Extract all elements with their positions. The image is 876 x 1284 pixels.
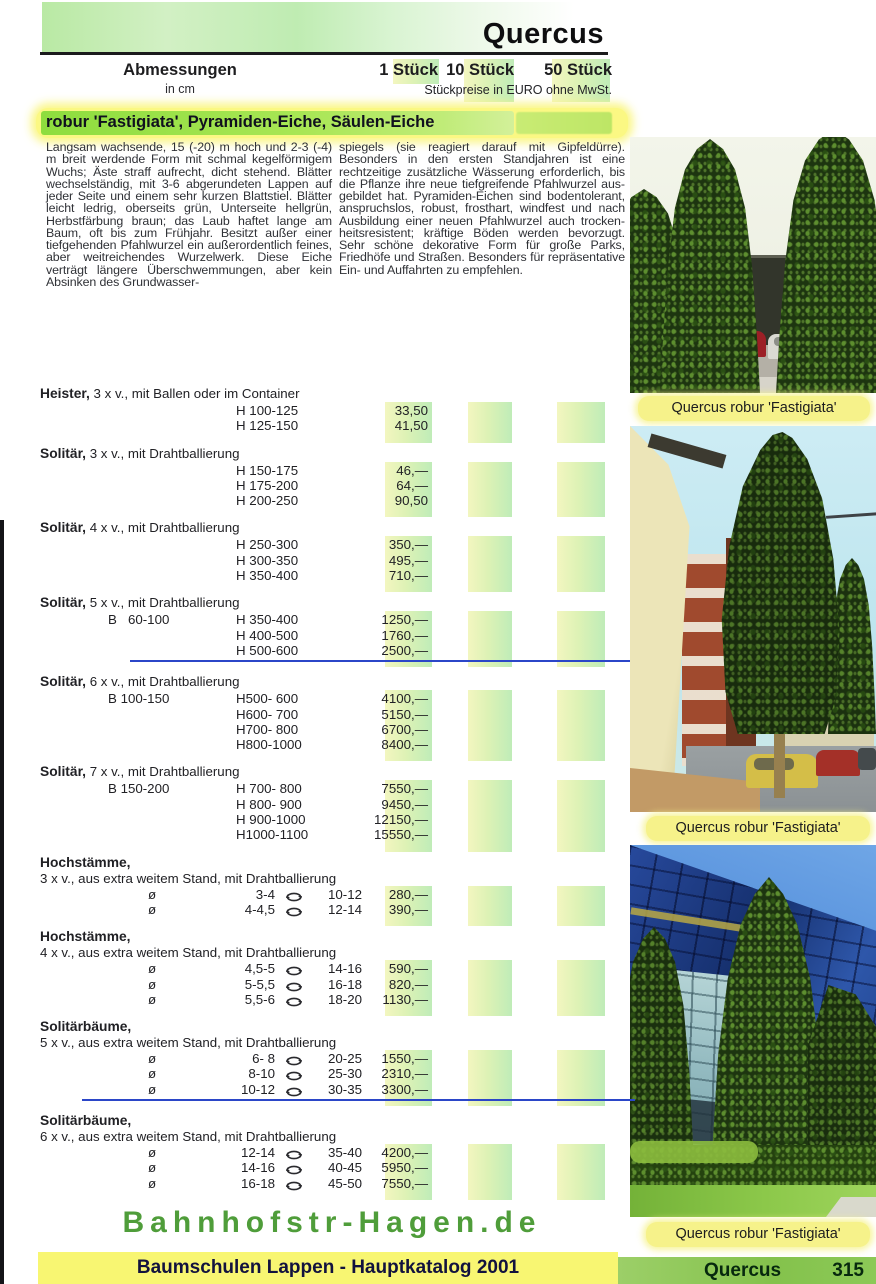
price-section [40,386,625,434]
height-range: H 200-250 [236,493,299,509]
unit-price: 90,50 [394,493,428,509]
girth-range: 14-16 [328,961,363,977]
price-rows [40,781,625,842]
price-row [40,691,625,706]
diameter-range: 5,5-6 [244,991,275,1007]
unit-price: 46,— [396,462,428,478]
description-column-2: spiegels (sie reagiert darauf mit Gipfeldürre). Besonders in den ersten Standjahren ist eine rechtzeitige zusätzliche Wässerung erforderlich, bis die Pflanze ihre neue tiefgreifende Pfahlwurzel ausgebildet hat. Pyramiden-Eichen sind bodentolerant, anspruchslos, robust, frosthart, windfest und nach Ausbildung einer neuen Pfahlwurzel auch trockenheitsresistent; kräftige Böden werden bevorzugt. Sehr schöne dekorative Form für große Parks, Friedhöfe und Straßen. Besonders für repräsentative Ein- und Auffahrten zu empfehlen. [339,140,625,277]
diameter-symbol: ø [148,1145,157,1161]
page-title: Quercus [482,18,604,50]
height-range: H700- 800 [236,721,299,737]
girth-range: 35-40 [328,1145,363,1161]
height-range: H 300-350 [236,552,299,568]
diameter-range: 14-16 [240,1160,275,1176]
unit-price: 710,— [388,568,428,584]
section-spec: 6 x v., mit Drahtballierung [86,674,240,690]
column-header-qty1: 1 Stück [379,61,438,79]
price-rows [40,1145,625,1191]
section-spec: 3 x v., mit Drahtballierung [86,445,240,461]
girth-range: 16-18 [328,976,363,992]
price-section [40,446,625,509]
price-row [40,827,625,842]
cultivar-title: robur 'Fastigiata', Pyramiden-Eiche, Säulen-Eiche [46,113,435,131]
unit-price: 5150,— [381,706,428,722]
price-row [40,403,625,418]
unit-price: 4200,— [381,1145,428,1161]
section-name: Solitärbäume, [40,1113,132,1129]
price-row [40,493,625,508]
price-row [40,1160,625,1175]
price-row [40,797,625,812]
price-row [40,478,625,493]
unit-price: 350,— [388,537,428,553]
price-row [40,887,625,902]
price-row [40,1051,625,1066]
circumference-icon [286,964,302,974]
section-spec: 5 x v., mit Drahtballierung [86,595,240,611]
handwritten-underline [82,1099,635,1101]
diameter-symbol: ø [148,961,157,977]
height-range: H600- 700 [236,706,299,722]
diameter-range: 3-4 [255,886,275,902]
section-name: Solitär, [40,445,87,461]
photo-caption-2: Quercus robur 'Fastigiata' [646,816,870,841]
price-row [40,902,625,917]
price-section [40,1019,625,1101]
photo-caption-1: Quercus robur 'Fastigiata' [638,396,870,421]
cultivar-band-artifact [516,112,612,134]
section-name: Hochstämme, [40,929,131,945]
section-header [40,674,625,691]
unit-price: 7550,— [381,1175,428,1191]
height-range: H 250-300 [236,537,299,553]
unit-price: 3300,— [381,1081,428,1097]
price-row [40,1066,625,1081]
circumference-icon [286,1179,302,1189]
diameter-symbol: ø [148,1081,157,1097]
unit-price: 2500,— [381,642,428,658]
section-header [40,520,625,537]
diameter-range: 4-4,5 [244,901,275,917]
height-range: H 350-400 [236,612,299,628]
girth-range: 25-30 [328,1066,363,1082]
diameter-range: 12-14 [240,1145,275,1161]
page-footer-band [618,1257,876,1284]
section-header [40,855,625,872]
section-name: Heister, [40,386,90,401]
section-header [40,929,625,946]
girth-range: 40-45 [328,1160,363,1176]
unit-price: 1550,— [381,1051,428,1067]
price-rows [40,612,625,658]
circumference-icon [286,1069,302,1079]
unit-price: 15550,— [374,827,428,843]
unit-price: 6700,— [381,721,428,737]
section-name: Solitär, [40,674,87,690]
section-header [40,764,625,781]
circumference-icon [286,995,302,1005]
section-spec: 4 x v., mit Drahtballierung [86,520,240,536]
price-row [40,537,625,552]
price-section [40,520,625,583]
section-header [40,1019,625,1036]
photo-glass-building-trees [630,845,876,1217]
unit-price: 41,50 [394,418,428,434]
diameter-symbol: ø [148,901,157,917]
circumference-icon [286,1163,302,1173]
section-header [40,595,625,612]
dimensions-unit: in cm [165,82,195,96]
price-row [40,781,625,796]
section-subheader: 4 x v., aus extra weitem Stand, mit Drahtballierung [40,945,337,961]
footer-page-number: 315 [832,1259,864,1281]
price-section [40,674,625,752]
diameter-range: 6- 8 [252,1051,275,1067]
girth-range: 18-20 [328,991,363,1007]
price-row [40,737,625,752]
section-subheader: 3 x v., aus extra weitem Stand, mit Drahtballierung [40,870,337,886]
price-rows [40,691,625,752]
width-range: B 100-150 [108,691,170,707]
price-note: Stückpreise in EURO ohne MwSt. [424,83,612,97]
unit-price: 2310,— [381,1066,428,1082]
section-name: Solitär, [40,595,87,611]
height-range: H 500-600 [236,642,299,658]
unit-price: 64,— [396,477,428,493]
unit-price: 33,50 [394,403,428,418]
diameter-symbol: ø [148,976,157,992]
price-row [40,643,625,658]
section-name: Solitär, [40,764,87,780]
height-range: H 900-1000 [236,812,306,828]
height-range: H 150-175 [236,462,299,478]
price-row [40,707,625,722]
diameter-symbol: ø [148,886,157,902]
height-range: H 700- 800 [236,781,302,797]
price-row [40,418,625,433]
circumference-icon [286,1085,302,1095]
height-range: H800-1000 [236,737,302,753]
red-car [816,750,860,776]
price-rows [40,887,625,918]
photo-street-trees-1 [630,137,876,393]
unit-price: 12150,— [374,812,428,828]
diameter-range: 4,5-5 [244,961,275,977]
unit-price: 280,— [388,886,428,902]
price-row [40,977,625,992]
price-rows [40,537,625,583]
price-row [40,612,625,627]
height-range: H 125-150 [236,418,299,434]
girth-range: 12-14 [328,901,363,917]
price-row [40,722,625,737]
price-row [40,812,625,827]
circumference-icon [286,890,302,900]
photo-street-trees-2 [630,426,876,812]
diameter-range: 10-12 [240,1081,275,1097]
height-range: H 350-400 [236,568,299,584]
price-row [40,463,625,478]
price-row [40,961,625,976]
price-section [40,764,625,842]
photo-caption-3: Quercus robur 'Fastigiata' [646,1222,870,1247]
unit-price: 9450,— [381,796,428,812]
website-url: Bahnhofstr-Hagen.de [122,1206,542,1239]
price-row [40,1082,625,1097]
price-section [40,855,625,918]
footer-genus: Quercus [704,1259,782,1281]
unit-price: 495,— [388,552,428,568]
section-header [40,386,625,403]
price-section [40,929,625,1007]
price-rows [40,463,625,509]
unit-price: 390,— [388,901,428,917]
unit-price: 7550,— [381,781,428,797]
diameter-symbol: ø [148,1175,157,1191]
height-range: H1000-1100 [236,827,309,843]
dark-car [858,748,876,770]
price-sections [40,386,625,1203]
girth-range: 30-35 [328,1081,363,1097]
width-range: B 60-100 [108,612,170,628]
header-rule [40,52,608,55]
diameter-symbol: ø [148,1160,157,1176]
column-header-qty10: 10 Stück [446,61,514,79]
circumference-icon [286,1054,302,1064]
diameter-symbol: ø [148,1066,157,1082]
diameter-symbol: ø [148,991,157,1007]
diameter-range: 5-5,5 [244,976,275,992]
height-range: H500- 600 [236,691,299,707]
section-spec: 3 x v., mit Ballen oder im Container [89,386,300,401]
width-range: B 150-200 [108,781,170,797]
girth-range: 20-25 [328,1051,363,1067]
girth-range: 10-12 [328,886,363,902]
catalog-title-band [38,1252,618,1284]
price-rows [40,961,625,1007]
price-row [40,1145,625,1160]
unit-price: 590,— [388,961,428,977]
price-row [40,992,625,1007]
diameter-range: 8-10 [248,1066,275,1082]
unit-price: 8400,— [381,737,428,753]
circumference-icon [286,905,302,915]
unit-price: 820,— [388,976,428,992]
height-range: H 175-200 [236,477,299,493]
section-subheader: 5 x v., aus extra weitem Stand, mit Drahtballierung [40,1035,337,1051]
girth-range: 45-50 [328,1175,363,1191]
section-name: Solitärbäume, [40,1019,132,1035]
column-header-qty50: 50 Stück [544,61,612,79]
hedge-highlight [630,1141,758,1163]
section-name: Solitär, [40,520,87,536]
diameter-range: 16-18 [240,1175,275,1191]
section-subheader: 6 x v., aus extra weitem Stand, mit Drahtballierung [40,1129,337,1145]
unit-price: 1130,— [382,991,428,1007]
price-section [40,595,625,662]
unit-price: 5950,— [381,1160,428,1176]
price-row [40,568,625,583]
scan-edge-shadow [0,520,4,1284]
price-section [40,1113,625,1191]
unit-price: 4100,— [381,691,428,707]
price-row [40,553,625,568]
price-rows [40,1051,625,1097]
height-range: H 400-500 [236,627,299,643]
catalog-title: Baumschulen Lappen - Hauptkatalog 2001 [136,1257,520,1278]
price-row [40,1176,625,1191]
unit-price: 1760,— [381,627,428,643]
price-row [40,628,625,643]
circumference-icon [286,980,302,990]
circumference-icon [286,1148,302,1158]
section-spec: 7 x v., mit Drahtballierung [86,764,240,780]
section-header [40,446,625,463]
description-column-1: Langsam wachsende, 15 (-20) m hoch und 2-3 (-4) m breit werdende Form mit schmal kegelförmigem Wuchs; Äste straff aufrecht, dicht stehend. Blätter wechselständig, mit 3-6 abgerundeten Lappen auf jeder Seite und einem sehr kurzen Blattstiel. Blätter leicht ledrig, oberseits grün, Unterseite hellgrün, Herbstfärbung braun; das Laub haftet lange am Baum, oft bis zum Frühjahr. Besitzt außer einer tiefgehenden Pfahlwurzel ein außerordentlich feines, aber weitreichendes Wurzelwerk. Diese Eiche verträgt längere Überschwemmungen, aber kein Absinken des Grundwasser- [46,140,332,289]
height-range: H 100-125 [236,403,299,418]
height-range: H 800- 900 [236,796,302,812]
section-header [40,1113,625,1130]
handwritten-underline [130,660,630,662]
diameter-symbol: ø [148,1051,157,1067]
section-name: Hochstämme, [40,854,131,870]
unit-price: 1250,— [381,612,428,628]
dimensions-header: Abmessungen [123,61,237,79]
price-rows [40,403,625,434]
description [46,141,626,288]
